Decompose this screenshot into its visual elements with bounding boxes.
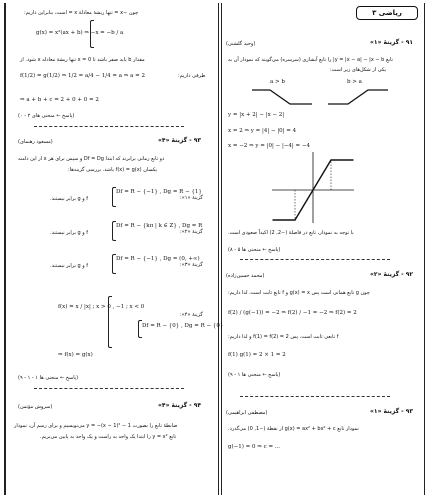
q92r-line-1: چون g تابع همانی است پس g(x) = x و f تابع ثابت است، لذا داریم: (228, 290, 370, 296)
q93-option-3-label: گزینهٔ «۳»: (180, 262, 203, 268)
q92r-tag: (محمد حسین‌زاده) (226, 273, 265, 279)
q93-option-4-domains: Df = R − {0} , Dg = R − {0} (142, 323, 224, 329)
separator-line (240, 259, 390, 260)
q93r-line-1: نمودار تابع g(x) = ax² + bx² + c از نقطهٔ (−1, 0) می‌گذرد. (228, 426, 359, 432)
q93-option-4-label: گزینهٔ «۴»: (180, 312, 203, 318)
q92-line-2: g(x) = x²(ax + b) ⇒ −x = −b / a (36, 30, 124, 36)
cascade-shape-increasing (328, 90, 388, 104)
q92-brace (90, 20, 94, 48)
q93r-tag: (مصطفی ابراهیمی) (226, 410, 268, 416)
column-divider (218, 3, 219, 495)
q91-function-graph (268, 150, 358, 225)
separator-line (34, 126, 184, 127)
q92-line-3: مقدار b باید صفر باشد تا x = 0 تنها ریشهٔ معادله x شود. از (20, 57, 145, 63)
q92r-line-4: f(1) g(1) = 2 × 1 = 2 (228, 352, 286, 358)
shape-label-left: a > b (270, 79, 285, 85)
cascade-shape-decreasing (252, 90, 312, 104)
q93-option-3-result: f و g برابر نیستند. (50, 263, 89, 269)
q93-line-2: یکسان f(x) = g(x) باشد. بررسی گزینه‌ها: (68, 167, 158, 173)
separator-line (34, 388, 184, 389)
q91-line-2: یکی از شکل‌های زیر است: (330, 67, 387, 73)
q93-option-1-domains: Df = R − {−1} , Dg = R − {1} (116, 189, 202, 195)
q94-title: ۹۴ - گزینهٔ «۴» (158, 402, 202, 409)
q94-line-2: تابع y = x² را ابتدا یک واحد به راست و یک واحد به پایین می‌بریم. (40, 434, 177, 440)
q93-answer: (پاسخ ← منحنی ها ۱ - ۱ - ۹) (18, 375, 79, 381)
q93-option-4-result: ⇒ f(x) = g(x) (58, 352, 93, 358)
q91-line-5: x = −2 ⇒ y = |0| − |−4| = −4 (228, 143, 310, 149)
q92-line-4: f(1/2) = g(1/2) ⇒ 1/2 = a/4 − 1/4 = a ⇒ a = 2 (20, 73, 145, 79)
q93-option-2-result: f و g برابر نیستند. (50, 230, 89, 236)
q93-option-1-label: گزینهٔ «۱»: (180, 195, 203, 201)
q92r-line-2: f(2) / (g(−1)) = −2 ⇒ f(2) / −1 = −2 ⇒ f(2) = 2 (228, 310, 357, 316)
q91-title: ۹۱ - گزینهٔ «۱» (370, 39, 414, 46)
q93-option-1-result: f و g برابر نیستند. (50, 196, 89, 202)
q92-answer: (پاسخ ← منحنی های ۲ - ۰) (18, 113, 75, 119)
cascade-shapes-illustration (250, 86, 390, 108)
q93-option-3-domains: Df = R − {−1} , Dg = (0, +∞) (116, 256, 200, 262)
q93-option-2-domains: Df = R − {kπ | k ∈ Z} , Dg = R (116, 223, 203, 229)
q93r-title: ۹۳ - گزینهٔ «۱» (370, 408, 414, 415)
q91-line-3: y = |x + 2| − |x − 2| (228, 112, 285, 118)
q92r-title: ۹۲ - گزینهٔ «۲» (370, 271, 414, 278)
q93-option-2-label: گزینهٔ «۲»: (180, 229, 203, 235)
q93r-line-2: g(−1) = 0 ⇒ c = ... (228, 444, 281, 450)
q92-line-1: چون −x = تنها ریشهٔ معادلهٔ x = است، بنابراین داریم: (24, 10, 139, 16)
q92r-line-3: f تابعی ثابت است، پس f(1) = f(2) = 2 و لذا داریم: (228, 334, 339, 340)
q91-line-6: با توجه به نمودار، تابع در فاصلهٔ (−2, 2) اکیداً صعودی است. (228, 230, 354, 236)
q93-tag: (مسعود رهنمای) (18, 139, 53, 145)
shape-label-right: b > a (347, 79, 362, 85)
q91-line-1: تابع y = |x − a| − |x − b| را تابع آبشاری (سرسره) می‌گویند که نمودار آن به (228, 57, 393, 63)
q91-line-4: x = 2 ⇒ y = |4| − |0| = 4 (228, 128, 297, 134)
q93-title: ۹۳ - گزینهٔ «۴» (158, 137, 202, 144)
q92-line-6: ⇒ a + b + c = 2 + 0 + 0 = 2 (20, 97, 99, 103)
separator-line (240, 396, 390, 397)
q94-line-1: ضابطهٔ تابع را بصورت y = −(x − 1)² − 1 می‌نویسیم و برای رسم آن، نمودار (14, 423, 178, 429)
q93-option-4-piecewise: f(x) = x / |x| ; x > 0 , −1 ; x < 0 (58, 304, 145, 310)
q93-line-1: دو تابع زمانی برابرند که ابتدا Df = Dg و سپس برای هر x از این دامنه (18, 156, 165, 162)
section-header: ریاضی ۳ (356, 6, 418, 20)
q94-tag: (سروش مؤتمن) (18, 404, 53, 410)
q92-line-5: طرفی داریم: (178, 73, 206, 79)
q91-answer: (پاسخ ← منحنی ها ۵ - ۸) (228, 247, 281, 253)
q91-tag: (وحید گلشنی) (226, 41, 256, 47)
q92r-answer: (پاسخ ← منحنی ها ۱ - ۹) (228, 372, 281, 378)
